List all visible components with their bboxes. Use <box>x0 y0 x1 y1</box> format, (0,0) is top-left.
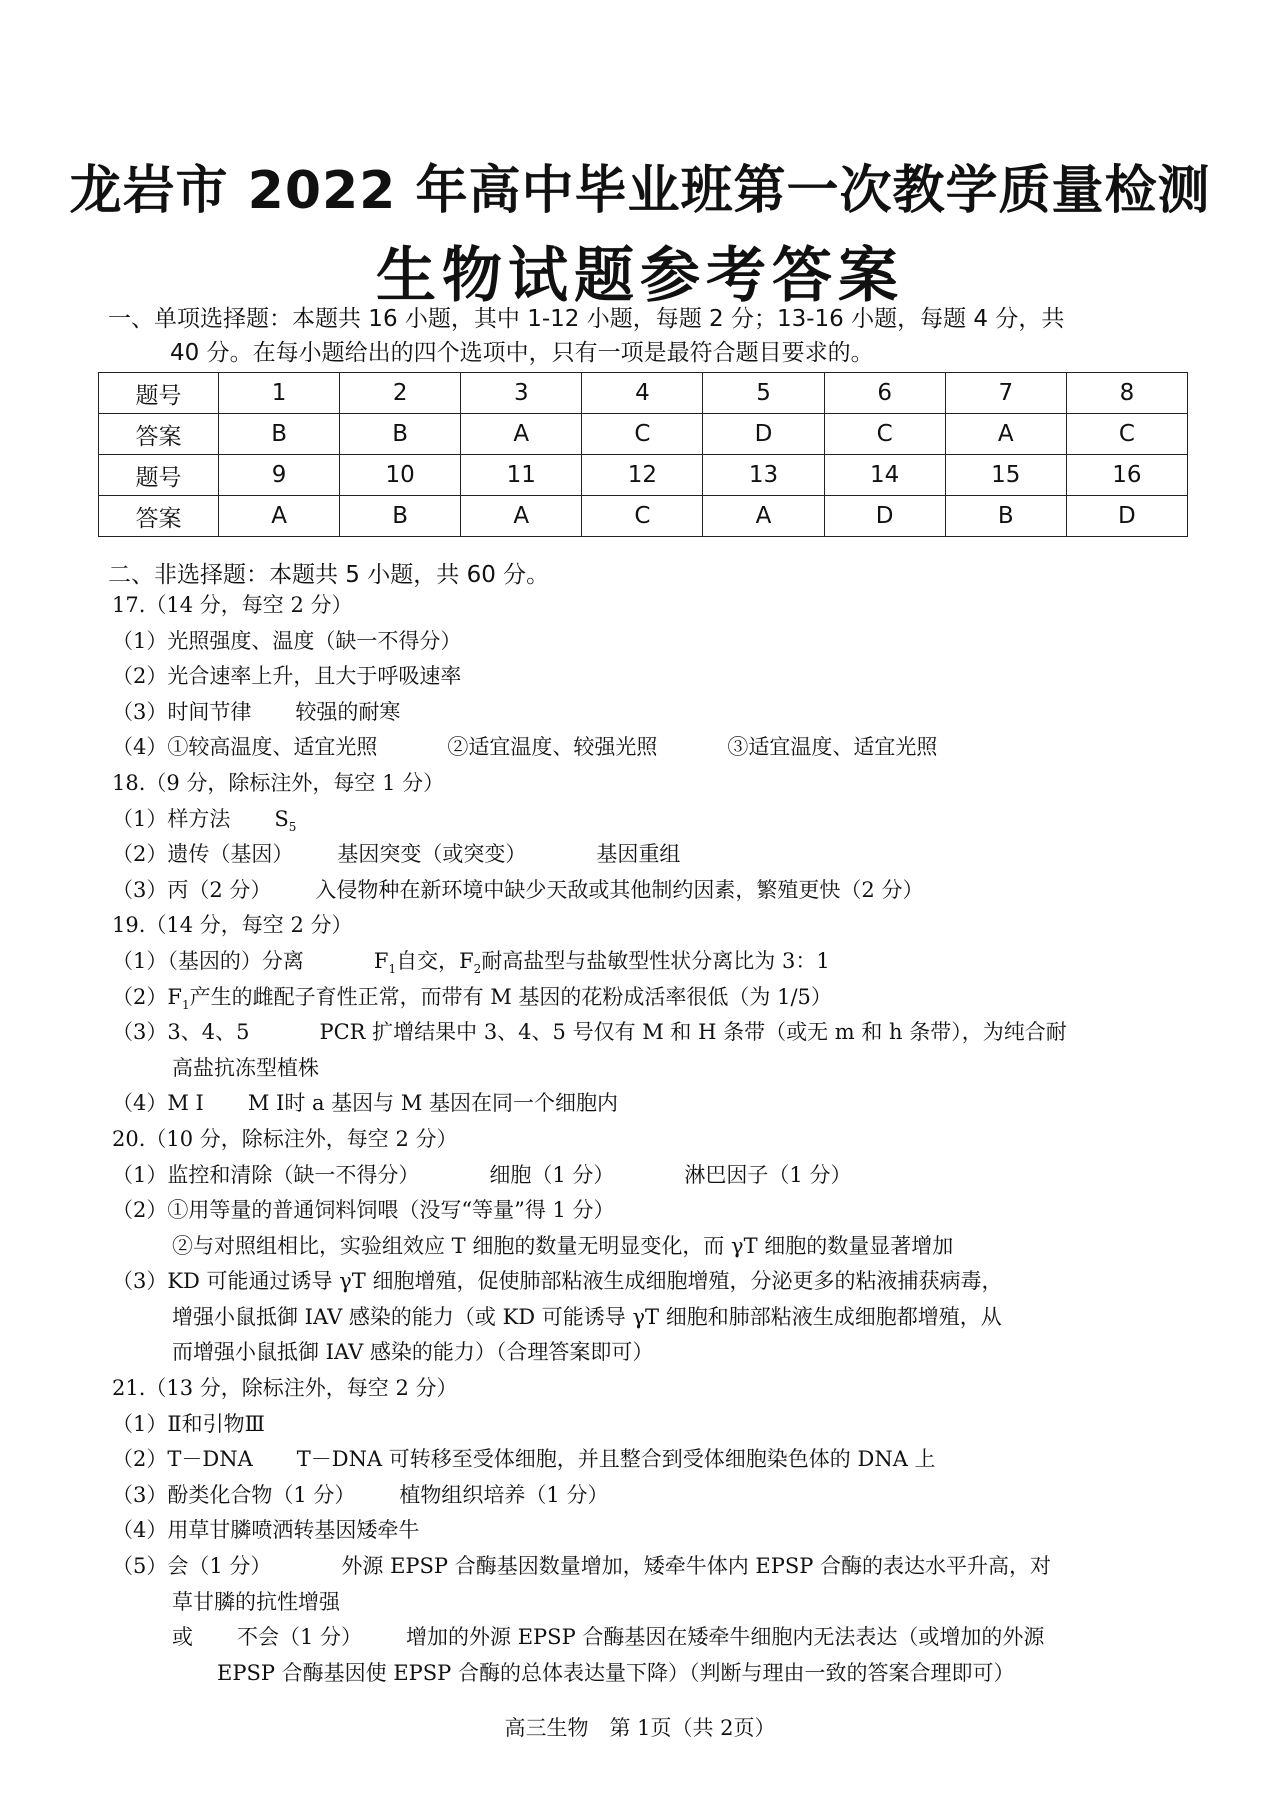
answer-line <box>112 730 1192 766</box>
subscript: 1 <box>181 997 190 1012</box>
table-cell: 3 <box>461 373 582 414</box>
q19-heading: 19.（14 分，每空 2 分） <box>112 913 353 938</box>
answer-line <box>112 980 1192 1016</box>
table-cell: D <box>824 496 945 537</box>
answer-text: 基因突变（或突变） <box>337 842 527 867</box>
subscript: 5 <box>288 819 297 834</box>
answer-text: （5）会（1 分） <box>112 1554 272 1579</box>
answer-line: （4）用草甘膦喷洒转基因矮牵牛 <box>112 1518 420 1543</box>
table-cell: B <box>340 496 461 537</box>
header-cell: 答案 <box>99 414 219 455</box>
answer-table <box>98 372 1188 537</box>
q20-heading: 20.（10 分，除标注外，每空 2 分） <box>112 1126 458 1151</box>
table-row <box>99 455 1188 496</box>
page-subtitle: 生物试题参考答案 <box>376 241 904 311</box>
table-row <box>99 373 1188 414</box>
answer-text: 耐高盐型与盐敏型性状分离比为 3：1 <box>481 948 830 973</box>
answer-line: 而增强小鼠抵御 IAV 感染的能力）（合理答案即可） <box>172 1340 654 1365</box>
subscript: 2 <box>473 962 482 977</box>
table-cell: A <box>703 496 824 537</box>
q17-heading: 17.（14 分，每空 2 分） <box>112 593 353 617</box>
table-cell: 5 <box>703 373 824 414</box>
q21-heading: 21.（13 分，除标注外，每空 2 分） <box>112 1376 458 1401</box>
answer-line <box>112 873 1192 909</box>
answer-text: PCR 扩增结果中 3、4、5 号仅有 M 和 H 条带（或无 m 和 h 条带），为纯合耐 <box>319 1020 1067 1045</box>
table-cell: 14 <box>824 455 945 496</box>
answer-line <box>112 1015 1192 1051</box>
table-cell: A <box>219 496 340 537</box>
table-cell: A <box>461 496 582 537</box>
answer-line <box>112 1442 1192 1478</box>
table-row <box>99 414 1188 455</box>
answer-text: 自交，F <box>396 948 474 973</box>
answers-body <box>112 588 1192 1691</box>
answer-text: ③适宜温度、适宜光照 <box>727 735 938 760</box>
table-cell: D <box>1066 496 1187 537</box>
section-2-heading: 二、非选择题：本题共 5 小题，共 60 分。 <box>108 562 550 588</box>
answer-text: （4）M Ⅰ <box>112 1091 204 1116</box>
table-cell: 8 <box>1066 373 1187 414</box>
q18-heading: 18.（9 分，除标注外，每空 1 分） <box>112 770 445 795</box>
answer-text: 不会（1 分） <box>237 1625 363 1650</box>
table-cell: C <box>582 496 703 537</box>
table-cell: 2 <box>340 373 461 414</box>
answer-line: （1）Ⅱ和引物Ⅲ <box>112 1411 265 1436</box>
page-footer: 高三生物 第 1页（共 2页） <box>504 1716 776 1740</box>
answer-line: 草甘膦的抗性增强 <box>172 1589 340 1614</box>
table-cell: A <box>945 414 1066 455</box>
answer-text: S <box>274 806 289 831</box>
answer-text: （2）遗传（基因） <box>112 842 294 867</box>
section-1-line-2: 40 分。在每小题给出的四个选项中，只有一项是最符合题目要求的。 <box>170 340 874 366</box>
table-cell: 15 <box>945 455 1066 496</box>
answer-text: 入侵物种在新环境中缺少天敌或其他制约因素，繁殖更快（2 分） <box>315 877 924 902</box>
table-cell: 13 <box>703 455 824 496</box>
answer-line: （3）KD 可能通过诱导 γT 细胞增殖，促使肺部粘液生成细胞增殖，分泌更多的粘液捕获病毒， <box>112 1269 1003 1294</box>
table-cell: 10 <box>340 455 461 496</box>
answer-text: F <box>373 948 389 973</box>
answer-line <box>112 695 1192 731</box>
table-cell: C <box>824 414 945 455</box>
table-cell: 9 <box>219 455 340 496</box>
answer-text: 基因重组 <box>596 842 681 867</box>
answer-text: 淋巴因子（1 分） <box>684 1162 852 1187</box>
answer-line: （1）光照强度、温度（缺一不得分） <box>112 628 462 653</box>
answer-text: 外源 EPSP 合酶基因数量增加，矮牵牛体内 EPSP 合酶的表达水平升高，对 <box>341 1554 1052 1579</box>
answer-text: （1）样方法 <box>112 806 231 831</box>
answer-line <box>112 1620 1192 1656</box>
table-cell: A <box>461 414 582 455</box>
answer-text: （1）（基因的）分离 <box>112 948 304 973</box>
answer-text: T－DNA 可转移至受体细胞，并且整合到受体细胞染色体的 DNA 上 <box>296 1447 936 1472</box>
table-cell: 16 <box>1066 455 1187 496</box>
answer-line: EPSP 合酶基因使 EPSP 合酶的总体表达量下降）（判断与理由一致的答案合理即可） <box>217 1660 1015 1685</box>
answer-text: （3）3、4、5 <box>112 1020 250 1045</box>
table-cell: B <box>219 414 340 455</box>
answer-text: （3）丙（2 分） <box>112 877 272 902</box>
header-cell: 答案 <box>99 496 219 537</box>
answer-text: （2）T－DNA <box>112 1447 253 1472</box>
answer-line <box>112 1158 1192 1194</box>
answer-line <box>112 1086 1192 1122</box>
answer-text: 细胞（1 分） <box>489 1162 615 1187</box>
answer-line <box>112 1478 1192 1514</box>
answer-text: 较强的耐寒 <box>295 699 401 724</box>
answer-text: 产生的雌配子育性正常，而带有 M 基因的花粉成活率很低（为 1/5） <box>189 984 832 1009</box>
answer-line: 增强小鼠抵御 IAV 感染的能力（或 KD 可能诱导 γT 细胞和肺部粘液生成细胞都增殖，从 <box>172 1304 1002 1329</box>
page-title: 龙岩市 2022 年高中毕业班第一次教学质量检测 <box>69 161 1211 221</box>
answer-line <box>112 802 1192 838</box>
answer-line: 高盐抗冻型植株 <box>172 1055 319 1080</box>
table-cell: C <box>1066 414 1187 455</box>
answer-text: M Ⅰ时 a 基因与 M 基因在同一个细胞内 <box>247 1091 619 1116</box>
answer-line <box>112 837 1192 873</box>
answer-text: 增加的外源 EPSP 合酶基因在矮牵牛细胞内无法表达（或增加的外源 <box>406 1625 1045 1650</box>
table-row <box>99 496 1188 537</box>
answer-text: （3）时间节律 <box>112 699 252 724</box>
table-cell: B <box>340 414 461 455</box>
header-cell: 题号 <box>99 455 219 496</box>
table-cell: 12 <box>582 455 703 496</box>
answer-text: 植物组织培养（1 分） <box>399 1482 609 1507</box>
table-cell: C <box>582 414 703 455</box>
answer-text: 或 <box>172 1625 193 1650</box>
answer-text: （4）①较高温度、适宜光照 <box>112 735 378 760</box>
answer-line <box>112 944 1192 980</box>
answer-text: （2）F <box>112 984 182 1009</box>
table-cell: 4 <box>582 373 703 414</box>
answer-line: ②与对照组相比，实验组效应 T 细胞的数量无明显变化，而 γT 细胞的数量显著增加 <box>172 1233 954 1258</box>
table-cell: 1 <box>219 373 340 414</box>
answer-text: （1）监控和清除（缺一不得分） <box>112 1162 420 1187</box>
answer-line: （2）光合速率上升，且大于呼吸速率 <box>112 664 462 689</box>
table-cell: D <box>703 414 824 455</box>
section-1-instructions <box>108 302 1188 370</box>
subscript: 1 <box>388 962 397 977</box>
section-1-line-1: 一、单项选择题：本题共 16 小题，其中 1-12 小题，每题 2 分；13-16 小题，每题 4 分，共 <box>108 306 1065 332</box>
table-cell: 11 <box>461 455 582 496</box>
table-cell: B <box>945 496 1066 537</box>
answer-line: （2）①用等量的普通饲料饲喂（没写“等量”得 1 分） <box>112 1198 615 1223</box>
table-cell: 7 <box>945 373 1066 414</box>
table-cell: 6 <box>824 373 945 414</box>
answer-line <box>112 1549 1192 1585</box>
answer-text: ②适宜温度、较强光照 <box>447 735 658 760</box>
header-cell: 题号 <box>99 373 219 414</box>
answer-text: （3）酚类化合物（1 分） <box>112 1482 356 1507</box>
